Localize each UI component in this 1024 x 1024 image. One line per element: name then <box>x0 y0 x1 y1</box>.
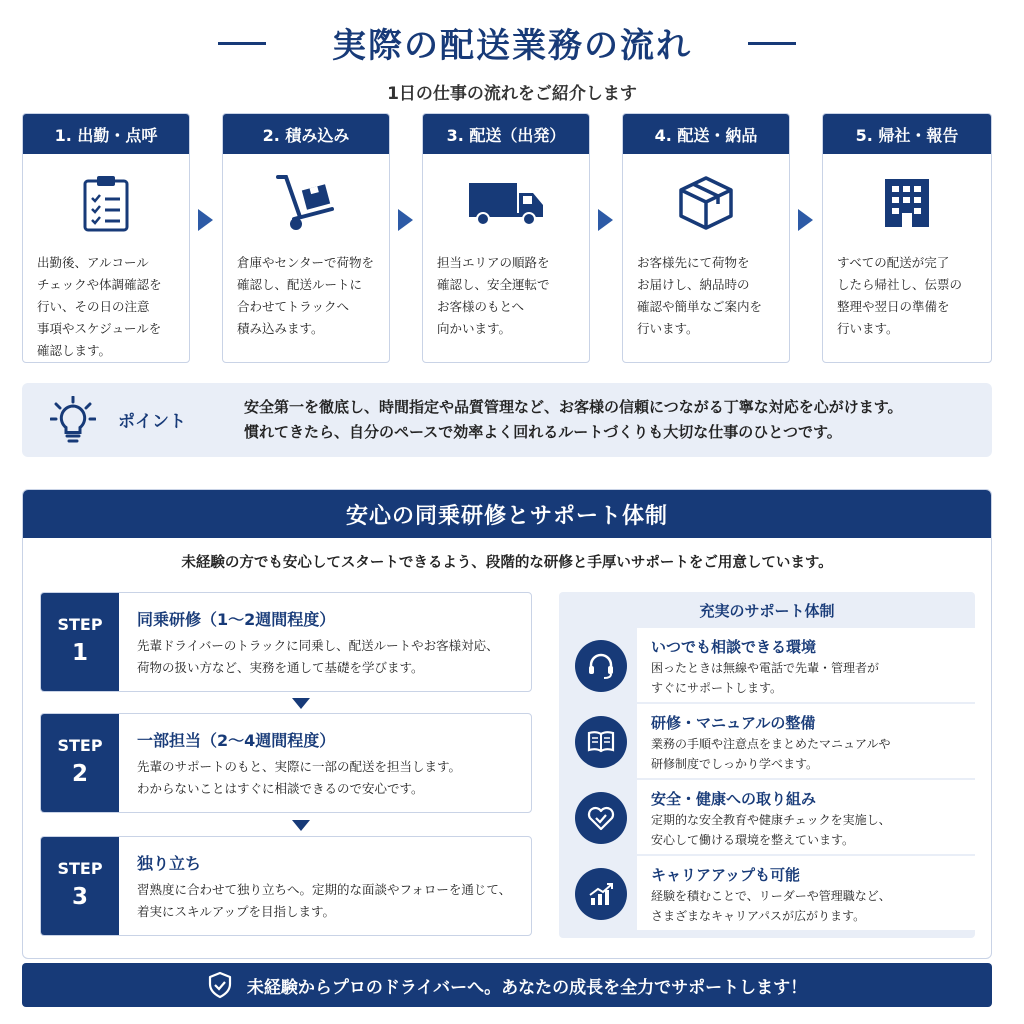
flow-arrow-icon <box>598 209 613 231</box>
point-label: ポイント <box>118 412 186 432</box>
flow-arrow-icon <box>398 209 413 231</box>
headset-icon <box>586 651 616 681</box>
support-item-title: キャリアアップも可能 <box>651 866 800 884</box>
page-subtitle: 1日の仕事の流れをご紹介します <box>387 84 637 104</box>
package-box-icon <box>677 174 735 232</box>
flow-step-text: 担当エリアの順路を 確認し、安全運転で お客様のもとへ 向かいます。 <box>437 255 550 336</box>
heart-check-icon <box>586 803 616 833</box>
flow-step-text: 倉庫やセンターで荷物を 確認し、配送ルートに 合わせてトラックへ 積み込みます。 <box>237 255 375 336</box>
clipboard-checklist-icon <box>82 174 130 232</box>
flow-arrow-icon <box>798 209 813 231</box>
training-step-3 <box>40 836 532 936</box>
support-panel <box>559 592 975 938</box>
shield-check-icon <box>207 971 233 999</box>
flow-step-2 <box>222 113 390 363</box>
office-building-icon <box>881 177 933 229</box>
step-arrow-icon <box>292 820 310 831</box>
step-text: 先輩ドライバーのトラックに同乗し、配送ルートやお客様対応、 荷物の扱い方など、実務を通して基礎を学びます。 <box>137 638 499 675</box>
workflow-steps <box>22 113 992 363</box>
support-item-text: 困ったときは無線や電話で先輩・管理者が すぐにサポートします。 <box>651 661 880 695</box>
support-item <box>559 628 975 704</box>
support-item-text: 業務の手順や注意点をまとめたマニュアルや 研修制度でしっかり学べます。 <box>651 737 891 771</box>
step-badge: STEP 1 <box>41 593 119 691</box>
title-rule-left <box>218 42 266 45</box>
flow-step-title: 5. 帰社・報告 <box>823 114 991 154</box>
footer-banner <box>22 963 992 1007</box>
hand-truck-icon <box>274 173 338 233</box>
flow-step-text: 出勤後、アルコール チェックや体調確認を 行い、その日の注意 事項やスケジュールを 確認します。 <box>37 255 162 358</box>
training-step-1 <box>40 592 532 692</box>
flow-step-text: すべての配送が完了 したら帰社し、伝票の 整理や翌日の準備を 行います。 <box>837 255 963 336</box>
page-title: 実際の配送業務の流れ <box>332 26 692 66</box>
flow-step-title: 1. 出勤・点呼 <box>23 114 189 154</box>
flow-arrow-icon <box>198 209 213 231</box>
support-title: 充実のサポート体制 <box>699 601 835 620</box>
step-text: 先輩のサポートのもと、実際に一部の配送を担当します。 わからないことはすぐに相談できるので安心です。 <box>137 759 462 796</box>
support-item-title: いつでも相談できる環境 <box>651 638 817 656</box>
training-title: 安心の同乗研修とサポート体制 <box>23 490 991 538</box>
lightbulb-icon <box>50 396 96 444</box>
support-item-title: 研修・マニュアルの整備 <box>651 714 816 732</box>
flow-step-title: 2. 積み込み <box>223 114 389 154</box>
flow-step-text: お客様先にて荷物を お届けし、納品時の 確認や簡単なご案内を 行います。 <box>637 255 763 336</box>
page-header <box>0 18 1024 104</box>
flow-step-1 <box>22 113 190 363</box>
training-section <box>22 489 992 959</box>
support-item <box>559 780 975 856</box>
point-text: 安全第一を徹底し、時間指定や品質管理など、お客様の信頼につながる丁寧な対応を心がけます。 慣れてきたら、自分のペースで効率よく回れるルートづくりも大切な仕事のひとつです。 <box>244 398 903 441</box>
step-badge: STEP 2 <box>41 714 119 812</box>
step-arrow-icon <box>292 698 310 709</box>
flow-step-title: 3. 配送（出発） <box>423 114 589 154</box>
training-step-2 <box>40 713 532 813</box>
truck-icon <box>467 179 545 227</box>
footer-text: 未経験からプロのドライバーへ。あなたの成長を全力でサポートします！ <box>246 977 808 998</box>
support-item <box>559 704 975 780</box>
step-title: 同乗研修（1〜2週間程度） <box>137 610 336 629</box>
flow-step-title: 4. 配送・納品 <box>623 114 789 154</box>
flow-step-5 <box>822 113 992 363</box>
flow-step-3 <box>422 113 590 363</box>
support-item-text: 定期的な安全教育や健康チェックを実施し、 安心して働ける環境を整えています。 <box>651 813 891 847</box>
manual-book-icon <box>586 727 616 757</box>
step-title: 一部担当（2〜4週間程度） <box>137 731 336 750</box>
growth-chart-icon <box>586 879 616 909</box>
flow-step-4 <box>622 113 790 363</box>
step-title: 独り立ち <box>137 854 202 873</box>
point-callout <box>22 383 992 457</box>
support-item <box>559 856 975 932</box>
support-item-title: 安全・健康への取り組み <box>651 790 817 808</box>
step-badge: STEP 3 <box>41 837 119 935</box>
title-rule-right <box>748 42 796 45</box>
training-intro: 未経験の方でも安心してスタートできるよう、段階的な研修と手厚いサポートをご用意しています。 <box>181 555 833 571</box>
step-text: 習熟度に合わせて独り立ちへ。定期的な面談やフォローを通じて、 着実にスキルアップを目指します。 <box>137 882 512 919</box>
support-item-text: 経験を積むことで、リーダーや管理職など、 さまざまなキャリアパスが広がります。 <box>651 889 891 923</box>
